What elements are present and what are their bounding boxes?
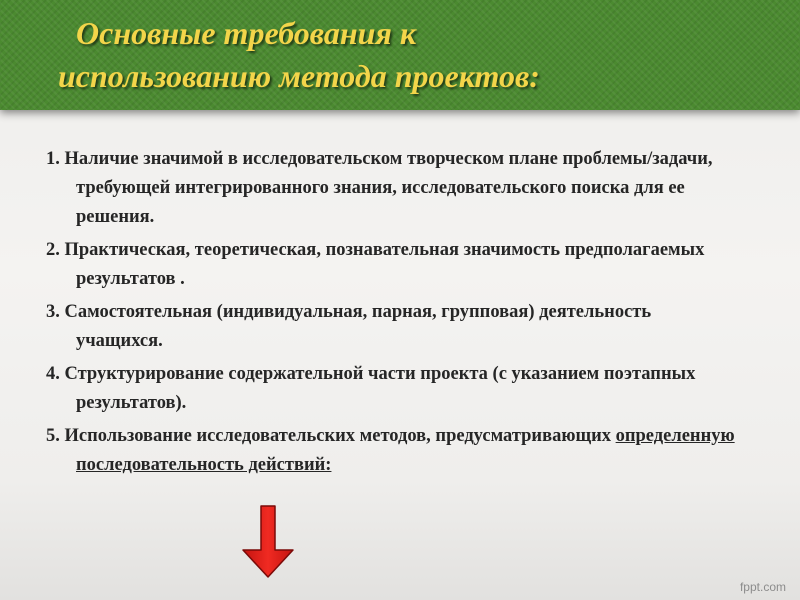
slide-title-line-1: Основные требования к xyxy=(76,15,417,51)
requirements-list xyxy=(46,145,736,484)
requirement-item-4: 4. Структурирование содержательной части проекта (с указанием поэтапных результатов). xyxy=(46,364,696,413)
slide-title xyxy=(58,12,758,98)
requirement-item-5-underlined: определенную последовательность действий: xyxy=(76,426,735,475)
slide-title-line-2: использованию метода проектов: xyxy=(58,58,540,94)
requirement-item-5-text: 5. Использование исследовательских методов, предусматривающих xyxy=(46,426,616,446)
watermark: fppt.com xyxy=(739,580,786,594)
requirement-item-3: 3. Самостоятельная (индивидуальная, парная, групповая) деятельность учащихся. xyxy=(46,302,652,351)
requirement-item-2: 2. Практическая, теоретическая, познавательная значимость предполагаемых результатов . xyxy=(46,240,705,289)
title-banner xyxy=(0,0,800,110)
requirement-item-5 xyxy=(46,422,736,480)
requirement-item-1: 1. Наличие значимой в исследовательском творческом плане проблемы/задачи, требующей интегрированного знания, исследовательского поиска для ее решения. xyxy=(46,149,713,227)
arrow-down-icon xyxy=(240,504,296,580)
